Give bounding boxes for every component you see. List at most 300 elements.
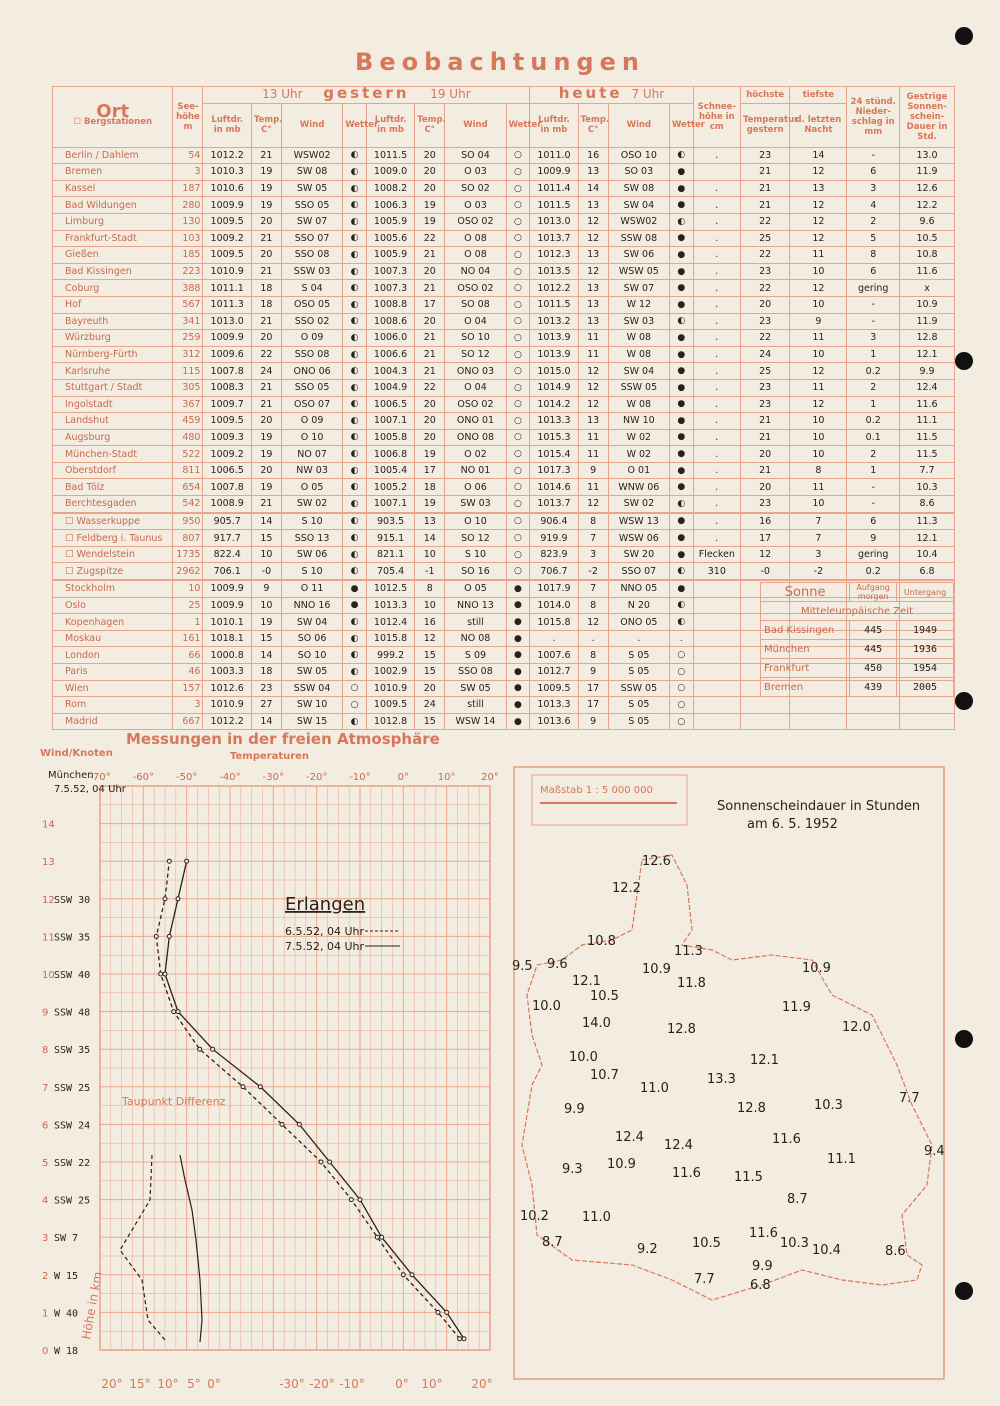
station-height: 66 bbox=[173, 647, 203, 664]
aerological-chart bbox=[30, 760, 500, 1400]
taupunkt-label: Taupunkt Differenz bbox=[122, 1095, 226, 1108]
station-height: 3 bbox=[173, 164, 203, 181]
data-point bbox=[328, 1160, 332, 1164]
table-cell: 15 bbox=[251, 630, 281, 647]
table-cell: ● bbox=[506, 614, 530, 631]
table-cell: 20 bbox=[415, 180, 445, 197]
table-cell: ● bbox=[669, 280, 693, 297]
table-cell: 1009.9 bbox=[203, 197, 251, 214]
legend-7-5: 7.5.52, 04 Uhr bbox=[285, 940, 365, 953]
table-cell: 1010.6 bbox=[203, 180, 251, 197]
table-cell: 6 bbox=[847, 164, 900, 181]
table-cell: x bbox=[900, 280, 955, 297]
table-cell: 14 bbox=[251, 647, 281, 664]
table-cell: . bbox=[693, 363, 740, 380]
data-point bbox=[375, 1235, 379, 1239]
sunset-time: 1949 bbox=[897, 621, 954, 640]
table-cell: 21 bbox=[415, 330, 445, 347]
wind-label: W 18 bbox=[54, 1346, 79, 1357]
table-cell: W 12 bbox=[608, 296, 669, 313]
table-cell: ● bbox=[506, 597, 530, 614]
table-cell: OSO 10 bbox=[608, 147, 669, 164]
table-cell: 1009.0 bbox=[366, 164, 414, 181]
table-cell: 7 bbox=[578, 580, 608, 597]
table-cell: 15 bbox=[251, 530, 281, 547]
table-cell: ○ bbox=[506, 197, 530, 214]
data-point bbox=[176, 1010, 180, 1014]
table-cell: S 05 bbox=[608, 697, 669, 714]
station-name: Moskau bbox=[53, 630, 173, 647]
table-cell: 12 bbox=[790, 197, 847, 214]
table-cell: 15 bbox=[415, 713, 445, 730]
table-cell: . bbox=[693, 230, 740, 247]
table-cell: 1012.6 bbox=[203, 680, 251, 697]
table-cell: 25 bbox=[740, 230, 789, 247]
table-cell: . bbox=[669, 630, 693, 647]
table-cell: O 05 bbox=[281, 479, 342, 496]
sun-row bbox=[761, 640, 954, 659]
table-cell: ○ bbox=[669, 713, 693, 730]
x-tick-label: -40° bbox=[219, 772, 241, 783]
table-cell: 1013.3 bbox=[530, 697, 578, 714]
table-row bbox=[53, 546, 955, 563]
table-cell: 1012.2 bbox=[203, 713, 251, 730]
table-cell: 1008.8 bbox=[366, 296, 414, 313]
table-cell: ○ bbox=[506, 479, 530, 496]
table-cell: 2 bbox=[847, 213, 900, 230]
table-cell bbox=[693, 164, 740, 181]
table-cell: ○ bbox=[669, 647, 693, 664]
table-cell: ◐ bbox=[669, 597, 693, 614]
station-height: 103 bbox=[173, 230, 203, 247]
bottom-tick-label: 20° bbox=[101, 1377, 123, 1391]
bottom-tick-label: 15° bbox=[129, 1377, 151, 1391]
table-cell: 22 bbox=[415, 230, 445, 247]
table-cell: 19 bbox=[251, 180, 281, 197]
table-cell: ○ bbox=[506, 230, 530, 247]
table-cell: ● bbox=[669, 479, 693, 496]
table-row bbox=[53, 247, 955, 264]
table-cell: 11 bbox=[578, 330, 608, 347]
table-cell: 919.9 bbox=[530, 530, 578, 547]
y-tick-label: 3 bbox=[42, 1233, 49, 1245]
sun-row bbox=[761, 678, 954, 697]
table-cell: 1011.3 bbox=[203, 296, 251, 313]
table-cell: 1009.2 bbox=[203, 230, 251, 247]
table-row bbox=[53, 213, 955, 230]
table-cell: 12.6 bbox=[900, 180, 955, 197]
table-cell: S 10 bbox=[281, 563, 342, 580]
bottom-tick-label: -30° bbox=[279, 1377, 305, 1391]
table-cell: SW 10 bbox=[281, 697, 342, 714]
table-cell: ● bbox=[669, 546, 693, 563]
table-cell: 3 bbox=[847, 330, 900, 347]
wind-label: SSW 40 bbox=[54, 970, 91, 981]
table-cell: 20 bbox=[415, 164, 445, 181]
sunshine-value: 6.8 bbox=[750, 1278, 771, 1293]
data-point bbox=[154, 934, 158, 938]
table-cell: 11.6 bbox=[900, 263, 955, 280]
table-cell: SSO 05 bbox=[281, 379, 342, 396]
sunshine-value: 8.7 bbox=[542, 1235, 563, 1250]
table-cell: ● bbox=[506, 713, 530, 730]
table-cell: ● bbox=[506, 580, 530, 597]
table-cell: 19 bbox=[415, 213, 445, 230]
table-cell: 7 bbox=[578, 530, 608, 547]
table-cell: 19 bbox=[415, 197, 445, 214]
table-cell: WNW 06 bbox=[608, 479, 669, 496]
table-cell: 1008.9 bbox=[203, 496, 251, 513]
table-cell: 9 bbox=[251, 580, 281, 597]
table-cell: SW 08 bbox=[281, 164, 342, 181]
table-cell: . bbox=[693, 429, 740, 446]
table-cell: 1005.4 bbox=[366, 462, 414, 479]
bottom-tick-label: 10° bbox=[157, 1377, 179, 1391]
table-cell: 21 bbox=[251, 147, 281, 164]
table-cell: O 03 bbox=[445, 197, 506, 214]
y-tick-label: 14 bbox=[42, 819, 55, 831]
table-cell: 13.0 bbox=[900, 147, 955, 164]
punch-hole bbox=[955, 1282, 973, 1300]
table-cell: W 08 bbox=[608, 396, 669, 413]
table-cell: 8.6 bbox=[900, 496, 955, 513]
table-cell: ○ bbox=[506, 164, 530, 181]
table-cell: 17 bbox=[578, 697, 608, 714]
table-cell: W 08 bbox=[608, 346, 669, 363]
table-cell: 13 bbox=[790, 180, 847, 197]
table-cell: ● bbox=[669, 197, 693, 214]
table-cell: NO 01 bbox=[445, 462, 506, 479]
table-cell: 1005.9 bbox=[366, 213, 414, 230]
table-cell: 10 bbox=[415, 597, 445, 614]
station-height: 459 bbox=[173, 413, 203, 430]
table-cell: NNO 13 bbox=[445, 597, 506, 614]
table-cell: 1015.4 bbox=[530, 446, 578, 463]
table-cell bbox=[693, 680, 740, 697]
table-cell: 12 bbox=[790, 213, 847, 230]
table-cell: 1004.3 bbox=[366, 363, 414, 380]
table-cell: 823.9 bbox=[530, 546, 578, 563]
table-cell: ◐ bbox=[343, 664, 367, 681]
table-cell: . bbox=[693, 180, 740, 197]
x-tick-label: 10° bbox=[437, 772, 456, 783]
table-cell: 22 bbox=[740, 280, 789, 297]
data-point bbox=[241, 1085, 245, 1089]
table-cell: SO 08 bbox=[445, 296, 506, 313]
sunshine-value: 10.0 bbox=[532, 999, 561, 1014]
punch-hole bbox=[955, 27, 973, 45]
table-cell: ◐ bbox=[343, 479, 367, 496]
data-point bbox=[159, 972, 163, 976]
y-tick-label: 2 bbox=[42, 1270, 49, 1282]
table-cell: . bbox=[693, 263, 740, 280]
table-cell: 706.1 bbox=[203, 563, 251, 580]
table-cell: . bbox=[693, 197, 740, 214]
table-cell: . bbox=[693, 462, 740, 479]
table-cell: 12 bbox=[578, 363, 608, 380]
sun-row bbox=[761, 621, 954, 640]
table-cell: SSW 05 bbox=[608, 680, 669, 697]
table-cell: 12.8 bbox=[900, 330, 955, 347]
table-cell: 17 bbox=[415, 462, 445, 479]
wind-label: SSW 25 bbox=[54, 1195, 91, 1207]
table-cell: O 11 bbox=[281, 580, 342, 597]
table-cell: ◐ bbox=[343, 413, 367, 430]
station-name: Bad Wildungen bbox=[53, 197, 173, 214]
sunset-time: 1936 bbox=[897, 640, 954, 659]
sunset-time: 2005 bbox=[897, 678, 954, 697]
sunshine-value: 8.6 bbox=[885, 1244, 906, 1259]
table-cell: 1011.0 bbox=[530, 147, 578, 164]
station-height: 54 bbox=[173, 147, 203, 164]
table-cell: ◐ bbox=[343, 563, 367, 580]
station-date: 7.5.52, 04 Uhr bbox=[54, 784, 126, 795]
data-point bbox=[380, 1235, 384, 1239]
temp-label: Temperaturen bbox=[230, 751, 310, 762]
table-cell: 1011.1 bbox=[203, 280, 251, 297]
header-ort: Ort ☐ Bergstationen bbox=[53, 87, 173, 148]
table-cell: ◐ bbox=[669, 313, 693, 330]
table-row bbox=[53, 363, 955, 380]
table-cell: 1018.1 bbox=[203, 630, 251, 647]
table-cell: SW 04 bbox=[608, 363, 669, 380]
table-cell: 11 bbox=[790, 379, 847, 396]
bottom-tick-label: 0° bbox=[395, 1377, 409, 1391]
header-temp: Temp. C° bbox=[578, 103, 608, 147]
y-tick-label: 12 bbox=[42, 894, 55, 906]
table-row bbox=[53, 446, 955, 463]
table-cell: ◐ bbox=[343, 530, 367, 547]
sunshine-value: 12.2 bbox=[612, 881, 641, 896]
table-cell: ● bbox=[669, 164, 693, 181]
table-cell: 1006.5 bbox=[366, 396, 414, 413]
header-wind: Wind bbox=[281, 103, 342, 147]
wind-label: SSW 35 bbox=[54, 932, 91, 944]
table-row bbox=[53, 197, 955, 214]
table-cell: 1015.8 bbox=[366, 630, 414, 647]
table-cell: 7 bbox=[790, 530, 847, 547]
table-cell: O 09 bbox=[281, 413, 342, 430]
wind-label: SSW 35 bbox=[54, 1045, 91, 1057]
table-cell: 11.5 bbox=[900, 446, 955, 463]
table-cell: ● bbox=[506, 697, 530, 714]
table-cell: - bbox=[847, 313, 900, 330]
table-cell: N 20 bbox=[608, 597, 669, 614]
table-cell: SO 12 bbox=[445, 346, 506, 363]
table-cell: ● bbox=[669, 530, 693, 547]
table-cell: 17 bbox=[578, 680, 608, 697]
table-cell: 7.7 bbox=[900, 462, 955, 479]
table-cell: . bbox=[693, 496, 740, 513]
table-cell: - bbox=[847, 496, 900, 513]
y-tick-label: 8 bbox=[42, 1045, 49, 1057]
table-cell: SW 15 bbox=[281, 713, 342, 730]
table-cell: SW 08 bbox=[608, 180, 669, 197]
table-cell: 15 bbox=[415, 647, 445, 664]
table-cell: O 04 bbox=[445, 379, 506, 396]
sunshine-value: 13.3 bbox=[707, 1072, 736, 1087]
table-cell: ◐ bbox=[343, 230, 367, 247]
table-cell: - bbox=[847, 479, 900, 496]
table-cell: 9.9 bbox=[900, 363, 955, 380]
table-cell: 21 bbox=[740, 164, 789, 181]
table-cell: 1 bbox=[847, 346, 900, 363]
table-cell bbox=[847, 697, 900, 714]
table-cell: O 04 bbox=[445, 313, 506, 330]
table-cell: 8 bbox=[790, 462, 847, 479]
table-cell: 13 bbox=[415, 513, 445, 530]
table-cell: SSO 13 bbox=[281, 530, 342, 547]
sunshine-value: 10.7 bbox=[590, 1068, 619, 1083]
map-date: am 6. 5. 1952 bbox=[747, 817, 838, 832]
station-height: 2962 bbox=[173, 563, 203, 580]
station-height: 161 bbox=[173, 630, 203, 647]
table-cell: ◐ bbox=[343, 713, 367, 730]
table-cell: 17 bbox=[740, 530, 789, 547]
table-cell: O 08 bbox=[445, 247, 506, 264]
wind-label: SSW 30 bbox=[54, 894, 91, 906]
table-row bbox=[53, 230, 955, 247]
table-cell: 27 bbox=[251, 697, 281, 714]
table-cell: 21 bbox=[251, 263, 281, 280]
station-name: Limburg bbox=[53, 213, 173, 230]
table-cell: ● bbox=[669, 263, 693, 280]
table-cell: 1015.8 bbox=[530, 614, 578, 631]
table-row bbox=[53, 413, 955, 430]
table-cell bbox=[693, 647, 740, 664]
table-cell bbox=[900, 713, 955, 730]
data-point bbox=[319, 1160, 323, 1164]
table-cell: ● bbox=[669, 462, 693, 479]
table-cell: 21 bbox=[740, 197, 789, 214]
table-cell: 10.8 bbox=[900, 247, 955, 264]
table-cell: 8 bbox=[578, 597, 608, 614]
sunshine-value: 9.5 bbox=[512, 959, 533, 974]
table-cell: 1010.9 bbox=[203, 697, 251, 714]
sun-mez: Mitteleuropäische Zeit bbox=[761, 602, 954, 621]
table-cell: S 05 bbox=[608, 647, 669, 664]
table-cell: 903.5 bbox=[366, 513, 414, 530]
table-cell: 1013.7 bbox=[530, 230, 578, 247]
table-cell: ◐ bbox=[669, 147, 693, 164]
table-row bbox=[53, 496, 955, 513]
station-name: Nürnberg-Fürth bbox=[53, 346, 173, 363]
table-cell: gering bbox=[847, 546, 900, 563]
table-cell: 1013.0 bbox=[203, 313, 251, 330]
dewpoint-line bbox=[180, 1155, 202, 1342]
table-cell: 1006.8 bbox=[366, 446, 414, 463]
table-cell: 8 bbox=[847, 247, 900, 264]
sunshine-value: 11.8 bbox=[677, 976, 706, 991]
station-name: Augsburg bbox=[53, 429, 173, 446]
table-cell: WSW 05 bbox=[608, 263, 669, 280]
table-cell bbox=[693, 713, 740, 730]
sunshine-value: 9.4 bbox=[924, 1144, 945, 1159]
table-cell: ○ bbox=[506, 446, 530, 463]
sunshine-value: 12.1 bbox=[750, 1053, 779, 1068]
table-row bbox=[53, 346, 955, 363]
data-point bbox=[410, 1273, 414, 1277]
header-temp: Temp. C° bbox=[415, 103, 445, 147]
table-cell: ● bbox=[669, 580, 693, 597]
table-cell: 1003.3 bbox=[203, 664, 251, 681]
bottom-tick-label: 0° bbox=[207, 1377, 221, 1391]
table-cell: 21 bbox=[251, 230, 281, 247]
table-cell: SW 06 bbox=[281, 546, 342, 563]
wind-label: Wind/Knoten bbox=[40, 748, 113, 759]
station-name: Hof bbox=[53, 296, 173, 313]
table-cell: 19 bbox=[251, 197, 281, 214]
table-cell: WSW02 bbox=[281, 147, 342, 164]
table-cell: 1 bbox=[847, 462, 900, 479]
table-cell: 5 bbox=[847, 230, 900, 247]
x-tick-label: -60° bbox=[132, 772, 155, 783]
table-cell: ○ bbox=[669, 680, 693, 697]
station-height: 10 bbox=[173, 580, 203, 597]
x-tick-label: 20° bbox=[481, 772, 499, 783]
table-cell: 11.9 bbox=[900, 313, 955, 330]
table-cell: ○ bbox=[506, 330, 530, 347]
data-point bbox=[167, 859, 171, 863]
table-cell: 11.9 bbox=[900, 164, 955, 181]
table-cell: 10 bbox=[790, 296, 847, 313]
table-cell: 18 bbox=[251, 664, 281, 681]
table-cell: 821.1 bbox=[366, 546, 414, 563]
y-tick-label: 10 bbox=[42, 970, 55, 981]
table-cell: ○ bbox=[506, 413, 530, 430]
station-name: Paris bbox=[53, 664, 173, 681]
table-cell: NW 03 bbox=[281, 462, 342, 479]
table-cell: 12.2 bbox=[900, 197, 955, 214]
station-name: Stuttgart / Stadt bbox=[53, 379, 173, 396]
table-cell: 1006.6 bbox=[366, 346, 414, 363]
table-cell: 1009.2 bbox=[203, 446, 251, 463]
sun-city: Bad Kissingen bbox=[761, 621, 850, 640]
table-cell: 1009.5 bbox=[203, 213, 251, 230]
table-cell: ◐ bbox=[343, 614, 367, 631]
table-cell: SW 05 bbox=[281, 180, 342, 197]
table-cell: 1011.5 bbox=[366, 147, 414, 164]
station-name: Berchtesgaden bbox=[53, 496, 173, 513]
station-name: Würzburg bbox=[53, 330, 173, 347]
table-cell: O 03 bbox=[445, 164, 506, 181]
sunshine-value: 11.0 bbox=[582, 1210, 611, 1225]
table-cell: . bbox=[693, 479, 740, 496]
table-cell: SO 10 bbox=[445, 330, 506, 347]
sunshine-value: 14.0 bbox=[582, 1016, 611, 1031]
table-cell: 12 bbox=[578, 396, 608, 413]
table-cell: ○ bbox=[506, 213, 530, 230]
table-cell: ● bbox=[343, 580, 367, 597]
bottom-tick-label: 10° bbox=[421, 1377, 443, 1391]
table-cell: 10 bbox=[415, 546, 445, 563]
table-cell: 12 bbox=[578, 379, 608, 396]
wind-label: SSW 25 bbox=[54, 1082, 91, 1094]
table-cell: SO 06 bbox=[281, 630, 342, 647]
table-cell: OSO 07 bbox=[281, 396, 342, 413]
sunshine-value: 8.7 bbox=[787, 1192, 808, 1207]
x-tick-label: -70° bbox=[89, 772, 111, 783]
table-cell: O 10 bbox=[445, 513, 506, 530]
station-name: Bremen bbox=[53, 164, 173, 181]
table-cell: 21 bbox=[251, 496, 281, 513]
table-cell: 13 bbox=[578, 197, 608, 214]
table-cell: 1012.2 bbox=[203, 147, 251, 164]
table-cell: 23 bbox=[740, 496, 789, 513]
table-cell: 12 bbox=[415, 630, 445, 647]
x-tick-label: 0° bbox=[397, 772, 410, 783]
sunshine-value: 12.4 bbox=[664, 1138, 693, 1153]
